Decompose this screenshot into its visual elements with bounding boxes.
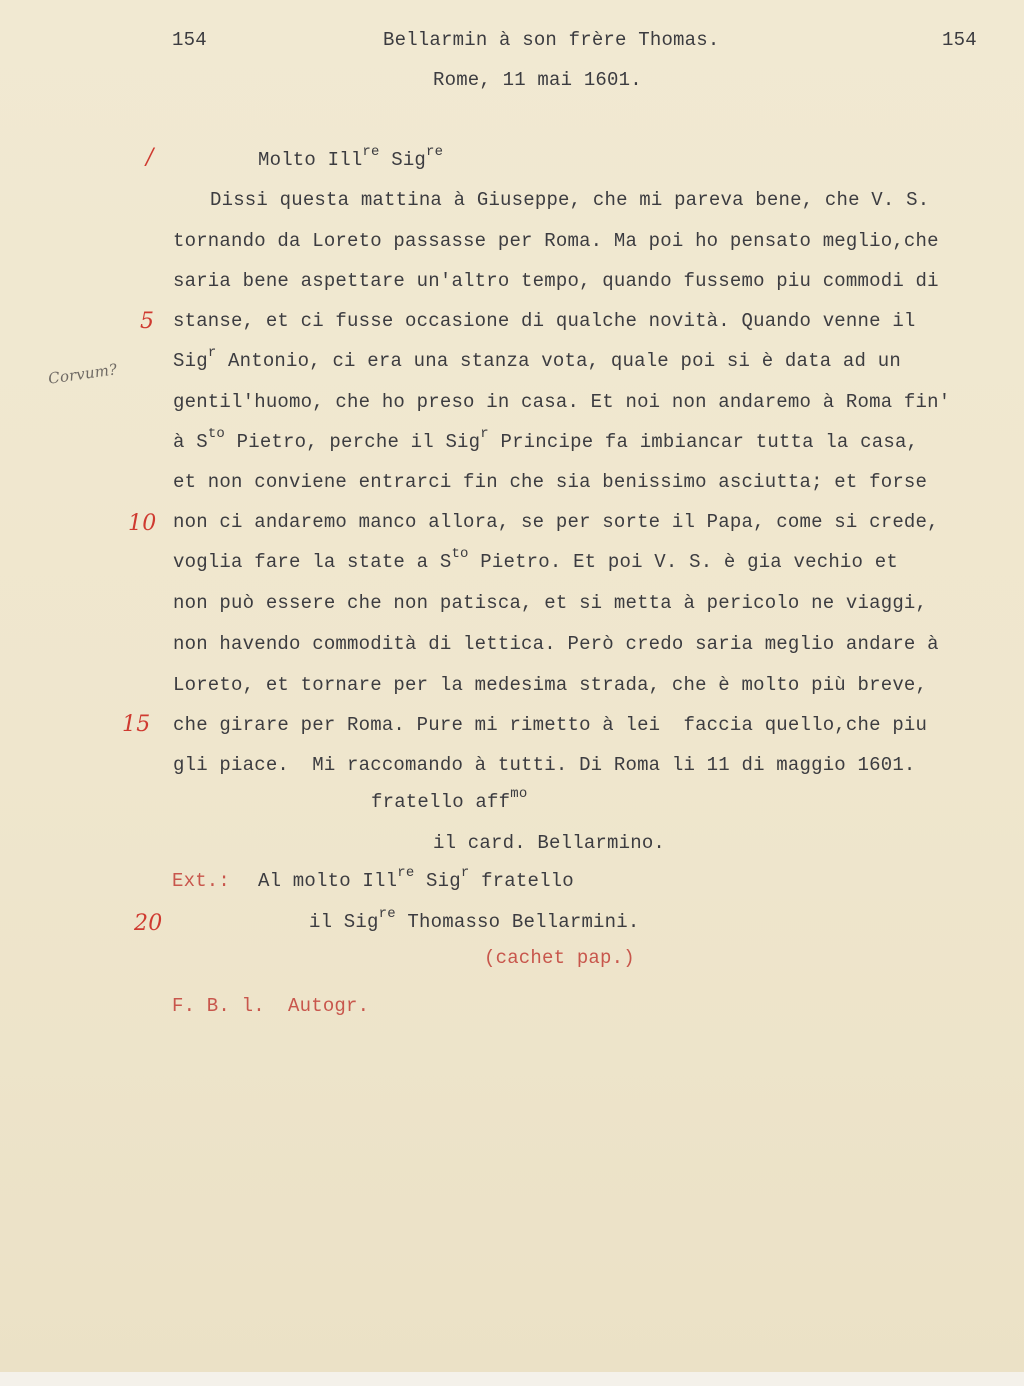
seal-note: (cachet pap.): [484, 947, 635, 969]
address-label: Ext.:: [172, 870, 231, 892]
body-line-5: Sig$^r$ Antonio, ci era una stanza vota, quale poi si è data ad un: [173, 344, 901, 372]
source-note: F. B. l. Autogr.: [172, 995, 370, 1017]
body-line-1: Dissi questa mattina à Giuseppe, che mi pareva bene, che V. S.: [210, 189, 930, 211]
body-line-2: tornando da Loreto passasse per Roma. Ma poi ho pensato meglio,che: [173, 230, 939, 252]
place-date: Rome, 11 mai 1601.: [433, 69, 642, 91]
running-title: Bellarmin à son frère Thomas.: [383, 29, 720, 51]
body-line-15: gli piace. Mi raccomando à tutti. Di Roma li 11 di maggio 1601.: [173, 754, 916, 776]
address-line-2: il Sig$^{re}$ Thomasso Bellarmini.: [309, 905, 640, 933]
body-line-11: non può essere che non patisca, et si metta à pericolo ne viaggi,: [173, 592, 928, 614]
page-number-right: 154: [942, 29, 977, 51]
signature: il card. Bellarmino.: [433, 832, 666, 854]
closing-line-1: fratello aff$^{mo}$: [371, 785, 528, 813]
line-marker-5: 5: [140, 309, 155, 334]
page-number-left: 154: [172, 29, 207, 51]
body-line-6: gentil'huomo, che ho preso in casa. Et noi non andaremo à Roma fin': [173, 391, 951, 413]
body-line-4: stanse, et ci fusse occasione di qualche novità. Quando venne il: [173, 310, 916, 332]
body-line-12: non havendo commodità di lettica. Però credo saria meglio andare à: [173, 633, 939, 655]
salutation: Molto Ill$^{re}$ Sig$^{re}$: [258, 143, 444, 171]
body-line-3: saria bene aspettare un'altro tempo, quando fussemo piu commodi di: [173, 270, 939, 292]
line-marker-1: /: [146, 145, 154, 170]
handwritten-annotation: Corvum?: [47, 360, 119, 388]
line-marker-20: 20: [134, 911, 163, 936]
scan-edge: [0, 1372, 1024, 1386]
body-line-10: voglia fare la state a $S^{to}$ Pietro. Et poi V. S. è gia vechio et: [173, 545, 898, 573]
body-line-7: à $S^{to}$ Pietro, perche il Sig$^r$ Principe fa imbiancar tutta la casa,: [173, 425, 919, 453]
address-line-1: Al molto Ill$^{re}$ Sig$^r$ fratello: [258, 864, 574, 892]
line-marker-15: 15: [122, 712, 151, 737]
body-line-9: non ci andaremo manco allora, se per sorte il Papa, come si crede,: [173, 511, 939, 533]
line-marker-10: 10: [128, 511, 157, 536]
body-line-8: et non conviene entrarci fin che sia benissimo asciutta; et forse: [173, 471, 928, 493]
body-line-14: che girare per Roma. Pure mi rimetto à lei faccia quello,che piu: [173, 714, 928, 736]
body-line-13: Loreto, et tornare per la medesima strada, che è molto più breve,: [173, 674, 928, 696]
